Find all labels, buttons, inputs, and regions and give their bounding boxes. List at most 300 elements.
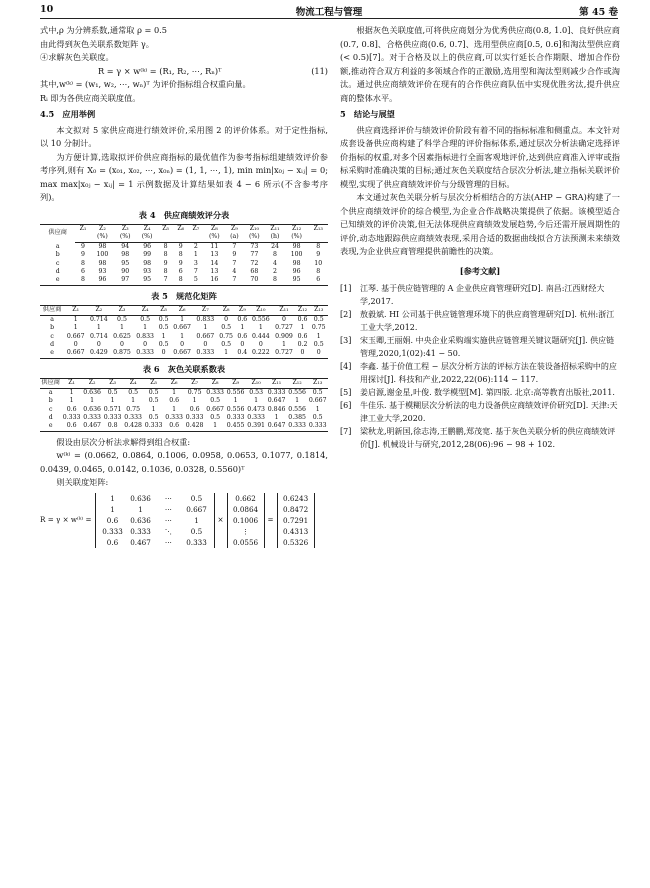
matrix-lhs: R = γ × w⁽ᵏ⁾ = [40, 515, 92, 525]
value-cell: 73 [250, 242, 259, 250]
col-z1: Z₁ [64, 306, 87, 315]
reference-item [340, 425, 620, 451]
value-cell: 0.391 [247, 422, 265, 430]
value-cell: 90 [121, 268, 130, 276]
value-cell: 0.556 [288, 405, 306, 413]
gamma-row [99, 526, 211, 537]
table-row [40, 260, 328, 268]
value-cell: 1 [96, 324, 101, 332]
value-cell: 68 [250, 268, 259, 276]
value-cell: 8 [273, 276, 277, 284]
value-cell: 0.5 [117, 315, 127, 323]
table-6-corner: 供应商 [41, 379, 60, 387]
value-cell: 0 [240, 340, 245, 348]
col-z8: Z₈ [205, 379, 226, 388]
table-4-caption: 表 4 供应商绩效评分表 [138, 209, 230, 220]
unit-cell: (%) [91, 233, 115, 242]
value-cell: 1 [295, 397, 300, 405]
value-cell: 0.5 [313, 315, 324, 323]
unit-cell: (%) [285, 233, 309, 242]
table-5-body [40, 315, 328, 358]
col-z4: Z₄ [123, 379, 144, 388]
value-cell: 0.909 [275, 332, 293, 340]
value-cell: 1 [180, 332, 185, 340]
value-cell: 8 [80, 276, 85, 284]
value-cell: 1 [143, 324, 148, 332]
value-cell: 1 [151, 405, 156, 413]
value-cell: 5 [193, 276, 198, 284]
equation-11-formula: R = γ × w⁽ᵏ⁾ = (R₁, R₂, ⋯, Rₙ)ᵀ [98, 65, 222, 76]
value-cell: 0.571 [103, 405, 122, 413]
value-cell: 0 [96, 340, 101, 348]
relation-matrix-intro: 则关联度矩阵: [56, 477, 109, 488]
value-cell: 96 [292, 268, 301, 276]
weight-cell: 0.1006 [232, 515, 259, 525]
value-cell: 4 [232, 268, 237, 276]
value-cell: 0.75 [187, 388, 202, 396]
value-cell: 11 [210, 242, 219, 250]
table-6 [40, 378, 328, 431]
value-cell: 0.333 [124, 413, 142, 421]
table-row [40, 268, 328, 276]
value-cell: 98 [121, 251, 130, 259]
table-row [40, 414, 328, 422]
value-cell: 0.833 [196, 315, 215, 323]
value-cell: 70 [250, 276, 259, 284]
table-4-units-row [40, 233, 328, 242]
value-cell: 1 [316, 332, 321, 340]
value-cell: 0 [120, 340, 124, 348]
table-4-corner: 供应商 [48, 229, 67, 237]
unit-cell [173, 233, 188, 242]
col-z11: Z₁₁ [272, 306, 295, 315]
gamma-cell: 0.6 [106, 515, 119, 525]
value-cell: 0.333 [267, 388, 286, 396]
value-cell: 0 [258, 340, 263, 348]
value-cell: 0.75 [219, 332, 233, 340]
reference-number: [6] [340, 401, 352, 410]
value-cell: 8 [273, 251, 277, 259]
value-cell: 0.833 [136, 332, 154, 340]
value-cell: 13 [210, 251, 219, 259]
value-cell: 0.6 [169, 422, 180, 430]
value-cell: 0.333 [136, 349, 154, 357]
result-cell: 0.8472 [283, 504, 309, 514]
col-z12: Z₁₂ [287, 379, 308, 388]
value-cell: 9 [80, 251, 85, 259]
value-cell: 8 [316, 242, 321, 250]
value-cell: 0.5 [210, 397, 221, 405]
value-cell: 14 [210, 259, 219, 267]
value-cell: 0.667 [196, 332, 215, 340]
value-cell: 8 [178, 251, 183, 259]
value-cell: 1 [73, 315, 78, 323]
rho-line: 式中,ρ 为分辨系数,通常取 ρ = 0.5 [40, 25, 167, 35]
gamma-cell: 0.5 [190, 493, 203, 503]
value-cell: 0.4 [237, 349, 248, 357]
value-cell: 98 [143, 259, 152, 267]
value-cell: 96 [98, 276, 107, 284]
value-cell: 6 [80, 268, 85, 276]
value-cell: 0.467 [83, 422, 101, 430]
value-cell: 0.333 [206, 388, 224, 396]
weight-column [227, 493, 265, 548]
value-cell: 1 [161, 332, 166, 340]
value-cell: 1 [180, 315, 185, 323]
table-4-header-row [40, 225, 328, 234]
reference-item [340, 399, 620, 425]
value-cell: 0.6 [297, 332, 308, 340]
col-z6: Z₆ [177, 225, 185, 232]
value-cell: 0.714 [89, 315, 108, 323]
value-cell: 0.667 [206, 405, 224, 413]
value-cell: 0.333 [103, 413, 122, 421]
value-cell: 0.556 [226, 405, 245, 413]
value-cell: 0.846 [267, 405, 286, 413]
volume-label: 第 45 卷 [579, 7, 618, 18]
value-cell: 8 [163, 251, 168, 259]
value-cell: 9 [178, 242, 183, 250]
value-cell: 6 [316, 276, 321, 284]
value-cell: 0.556 [226, 388, 245, 396]
gamma-row [99, 515, 211, 526]
value-cell: 93 [98, 268, 107, 276]
value-cell: 0.333 [165, 413, 183, 421]
value-cell: 1 [203, 324, 208, 332]
table-row [40, 242, 328, 251]
table-row [40, 276, 328, 285]
reference-item [340, 282, 620, 308]
value-cell: 0.333 [83, 413, 101, 421]
reference-item [340, 334, 620, 360]
gamma-cell: ⋯ [164, 515, 173, 525]
value-cell: 16 [210, 276, 219, 284]
value-cell: 0.75 [311, 324, 326, 332]
reference-text: 梁秋龙,明新国,徐志涛,王鹏鹏,郑茂宽. 基于灰色关联分析的供应商绩效评价[J]. 机械设计与研究,2012,28(06):96 − 98 + 102. [360, 427, 616, 449]
references-heading: [参考文献] [459, 265, 501, 276]
gamma-cell: 0.333 [186, 537, 207, 547]
table-5-header-row [40, 306, 328, 315]
col-z4: Z₄ [134, 306, 157, 315]
col-z12: Z₁₂ [296, 306, 310, 315]
reference-number: [5] [340, 388, 352, 397]
supplier-cell: e [55, 276, 60, 284]
value-cell: 1 [274, 413, 279, 421]
col-z4: Z₄ [143, 225, 151, 232]
value-cell: 9 [316, 251, 321, 259]
table-row [40, 251, 328, 259]
col-z2: Z₂ [99, 225, 106, 232]
col-z6: Z₆ [171, 306, 194, 315]
value-cell: 0.428 [185, 422, 204, 430]
gamma-cell: 1 [110, 493, 115, 503]
value-cell: 1 [300, 324, 305, 332]
supplier-cell: e [50, 349, 54, 357]
value-cell: 1 [254, 397, 259, 405]
value-cell: 1 [172, 405, 177, 413]
gamma-row [99, 504, 211, 515]
table-6-header-row [40, 379, 328, 388]
value-cell: 98 [292, 259, 301, 267]
value-cell: 0.428 [124, 422, 142, 430]
gamma-cell: ⋱ [164, 526, 173, 536]
value-cell: 94 [121, 242, 130, 250]
supplier-cell: c [48, 405, 53, 413]
unit-cell: (%) [243, 233, 265, 242]
weight-cell: 0.0556 [232, 537, 259, 547]
paragraph-supplier-grading: 根据灰色关联度值,可将供应商划分为优秀供应商(0.8, 1.0]、良好供应商(0.7, 0.8]、合格供应商(0.6, 0.7]、选用型供应商[0.5, 0.6]和淘汰型供应商(< 0.5)[7]。对于合格及以上的供应商,可以实行延长合作期限、增加合作份额,推动符合双方利益的多领域合作的正激励,选用型和淘汰型则减少合作或淘汰。通过供应商绩效评价在现有的合作供应商队伍中实现优胜劣汰,提升供应商的整体水平。 [340, 25, 620, 103]
gamma-cell: 0.636 [130, 493, 151, 503]
value-cell: 0.5 [158, 324, 169, 332]
value-cell: 7 [232, 242, 237, 250]
value-cell: 0 [316, 349, 321, 357]
value-cell: 10 [314, 259, 323, 267]
reference-number: [7] [340, 427, 352, 436]
col-z3: Z₃ [102, 379, 123, 388]
col-z5: Z₅ [143, 379, 164, 388]
value-cell: 0.5 [158, 340, 169, 348]
value-cell: 4 [273, 259, 277, 267]
col-z7: Z₇ [194, 306, 217, 315]
value-cell: 98 [292, 242, 301, 250]
value-cell: 0.333 [247, 413, 265, 421]
value-cell: 1 [69, 397, 74, 405]
reference-text: 牛佳乐. 基于模糊层次分析法的电力设备供应商绩效评价研究[D]. 天津:天津工业大学,2020. [360, 401, 618, 423]
value-cell: 0.5 [128, 388, 139, 396]
gamma-cell: 0.467 [130, 537, 151, 547]
value-cell: 0.727 [275, 324, 293, 332]
supplier-cell: d [48, 413, 53, 421]
value-cell: 1 [240, 324, 245, 332]
table-row [40, 341, 328, 349]
value-cell: 0 [143, 340, 148, 348]
weight-vector: w⁽ᵏ⁾ = (0.0662, 0.0864, 0.1006, 0.0958, 0.0653, 0.1077, 0.1814, 0.0439, 0.0465, 0.0142, 0.1036, 0.0328, 0.5560)ᵀ [40, 450, 328, 474]
table-6-caption: 表 6 灰色关联系数表 [142, 363, 226, 374]
value-cell: 93 [143, 268, 152, 276]
value-cell: 0.6 [297, 315, 308, 323]
value-cell: 0.5 [107, 388, 118, 396]
table-row [40, 406, 328, 414]
table-6-body [40, 388, 328, 431]
value-cell: 0 [282, 315, 286, 323]
value-cell: 0.667 [173, 349, 191, 357]
value-cell: 1 [69, 388, 74, 396]
supplier-cell: a [55, 242, 60, 250]
value-cell: 77 [250, 251, 259, 259]
table-4-body [40, 242, 328, 285]
gamma-cell: 0.6 [106, 537, 119, 547]
col-z5: Z₅ [157, 306, 171, 315]
value-cell: 0.75 [126, 405, 141, 413]
weight-intro: 假设由层次分析法求解得到组合权重: [56, 436, 191, 447]
value-cell: 3 [193, 259, 198, 267]
weight-cell: 0.662 [235, 493, 256, 503]
value-cell: 1 [233, 397, 238, 405]
col-z8: Z₈ [217, 306, 236, 315]
value-cell: 0.333 [308, 422, 327, 430]
col-z2: Z₂ [87, 306, 110, 315]
value-cell: 0.6 [169, 397, 180, 405]
reference-item [340, 308, 620, 334]
value-cell: 0 [73, 340, 78, 348]
result-column [277, 493, 315, 548]
value-cell: 0 [203, 340, 208, 348]
step-four: ④求解灰色关联度。 [40, 52, 114, 62]
value-cell: 100 [96, 251, 109, 259]
col-z8: Z₈ [210, 225, 218, 232]
gamma-cell: 0.333 [130, 526, 151, 536]
col-z7: Z₇ [192, 225, 200, 232]
value-cell: 9 [178, 259, 183, 267]
value-cell: 0.667 [173, 324, 191, 332]
gamma-cell: 1 [110, 504, 115, 514]
table-row [40, 324, 328, 332]
gamma-matrix [95, 493, 215, 548]
value-cell: 0.6 [66, 405, 77, 413]
table-row [40, 422, 328, 431]
supplier-cell: c [50, 332, 54, 340]
col-z3: Z₃ [110, 306, 133, 315]
value-cell: 1 [193, 251, 198, 259]
value-cell: 72 [250, 259, 259, 267]
value-cell: 0.5 [313, 340, 324, 348]
reference-number: [3] [340, 336, 352, 345]
gamma-cell: ⋯ [164, 537, 173, 547]
value-cell: 0.714 [89, 332, 108, 340]
value-cell: 0.429 [89, 349, 108, 357]
value-cell: 0.5 [312, 413, 323, 421]
value-cell: 1 [213, 422, 218, 430]
value-cell: 9 [163, 259, 168, 267]
value-cell: 0.667 [308, 397, 327, 405]
value-cell: 0.333 [226, 413, 245, 421]
table-row [40, 315, 328, 324]
value-cell: 0.333 [144, 422, 163, 430]
value-cell: 0.53 [249, 388, 264, 396]
value-cell: 8 [163, 242, 168, 250]
table-row [40, 397, 328, 405]
value-cell: 0.5 [221, 324, 232, 332]
value-cell: 0.8 [107, 422, 118, 430]
value-cell: 0.727 [275, 349, 293, 357]
journal-title: 物流工程与管理 [295, 7, 363, 18]
value-cell: 1 [315, 405, 320, 413]
page-number: 10 [40, 4, 54, 15]
col-z11: Z₁₁ [270, 225, 280, 232]
reference-text: 宋玉卿,王丽娟. 中央企业采购端实施供应链管理关键议题研究[J]. 供应链管理,2020,1(02):41 − 50. [360, 336, 615, 358]
value-cell: 0.647 [267, 422, 286, 430]
left-column [40, 24, 328, 551]
col-z5: Z₅ [162, 225, 170, 232]
value-cell: 99 [143, 251, 152, 259]
reference-text: 敖毅斌. HI 公司基于供应链管理环境下的供应商管理研究[D]. 杭州:浙江工业大学,2012. [360, 310, 615, 332]
value-cell: 0.5 [148, 388, 159, 396]
col-z1: Z₁ [61, 379, 82, 388]
value-cell: 7 [232, 259, 237, 267]
supplier-cell: a [48, 388, 53, 396]
value-cell: 1 [131, 397, 136, 405]
paragraph-example-intro: 本文拟对 5 家供应商进行绩效评价,采用图 2 的评价体系。对于定性指标,以 10 分制计。 [40, 124, 328, 148]
value-cell: 98 [98, 242, 107, 250]
value-cell: 0 [180, 340, 185, 348]
equation-11 [40, 65, 328, 79]
table-5 [40, 305, 328, 358]
col-z10: Z₁₀ [246, 379, 267, 388]
col-z9: Z₉ [225, 379, 246, 388]
gamma-cell: 0.636 [130, 515, 151, 525]
col-z7: Z₇ [184, 379, 205, 388]
reference-list [340, 282, 620, 451]
reference-item [340, 386, 620, 399]
value-cell: 0.444 [251, 332, 270, 340]
gamma-cell: 0.5 [190, 526, 203, 536]
reference-item [340, 360, 620, 386]
value-cell: 9 [80, 242, 85, 250]
value-cell: 0.333 [196, 349, 215, 357]
reference-text: 李鑫. 基于价值工程 − 层次分析方法的评标方法在装设备招标采购中的应用探讨[J]. 科技和产业,2022,22(06):114 − 117. [360, 362, 617, 384]
value-cell: 0.5 [312, 388, 323, 396]
table-row [40, 349, 328, 358]
col-z10: Z₁₀ [249, 225, 259, 232]
weight-cell: 0.0864 [232, 504, 259, 514]
relation-definition: Rᵢ 即为各供应商关联度值。 [40, 92, 141, 103]
value-cell: 0.333 [185, 413, 204, 421]
value-cell: 95 [143, 276, 152, 284]
value-cell: 1 [172, 388, 177, 396]
value-cell: 0.647 [267, 397, 286, 405]
gamma-cell: 1 [138, 504, 143, 514]
value-cell: 1 [110, 397, 115, 405]
col-z13: Z₁₃ [307, 379, 328, 388]
value-cell: 95 [121, 259, 130, 267]
col-z9: Z₉ [235, 306, 249, 315]
table-5-corner: 供应商 [40, 306, 64, 315]
unit-cell [188, 233, 203, 242]
value-cell: 0.667 [66, 332, 85, 340]
col-z13: Z₁₃ [313, 225, 323, 232]
reference-text: 江琴. 基于供应链管理的 A 企业供应商管理研究[D]. 南昌:江西财经大学,2017. [360, 284, 605, 306]
unit-cell: (a) [225, 233, 243, 242]
paragraph-conclusion-2: 本文通过灰色关联分析与层次分析相结合的方法(AHP − GRA)构建了一个供应商绩效评价的综合模型,为企业合作战略决策提供了依据。该模型适合已知绩效的评价决策,但无法体现供应商绩效发展趋势,今后还需开展周期性的评价,动态地跟踪供应商绩效表现,采用合适的数据曲线拟合方法预测未来绩效表现,为企业供应商管理提供前瞻性的决策。 [340, 192, 620, 256]
supplier-cell: d [55, 268, 60, 276]
value-cell: 0.455 [226, 422, 245, 430]
value-cell: 0.2 [297, 340, 308, 348]
value-cell: 0 [161, 349, 166, 357]
value-cell: 2 [273, 268, 277, 276]
unit-cell: (%) [114, 233, 136, 242]
col-z13: Z₁₃ [309, 306, 328, 315]
value-cell: 0.625 [113, 332, 131, 340]
value-cell: 0.6 [189, 405, 200, 413]
value-cell: 0.875 [113, 349, 131, 357]
value-cell: 0.556 [288, 388, 306, 396]
section-5-heading: 5 结论与展望 [340, 109, 395, 119]
value-cell: 0.5 [210, 413, 221, 421]
value-cell: 0 [224, 315, 229, 323]
col-z6: Z₆ [164, 379, 185, 388]
supplier-cell: e [48, 422, 53, 430]
table-5-caption: 表 5 规范化矩阵 [151, 290, 217, 301]
col-z9: Z₉ [230, 225, 238, 232]
gamma-cell: 1 [194, 515, 199, 525]
value-cell: 97 [121, 276, 130, 284]
gamma-cell: 0.667 [186, 504, 207, 514]
value-cell: 1 [258, 324, 263, 332]
value-cell: 0 [300, 349, 305, 357]
unit-cell: (%) [203, 233, 225, 242]
gamma-cell: 0.333 [102, 526, 123, 536]
gamma-line: 由此得到灰色关联系数矩阵 γ。 [40, 38, 154, 49]
